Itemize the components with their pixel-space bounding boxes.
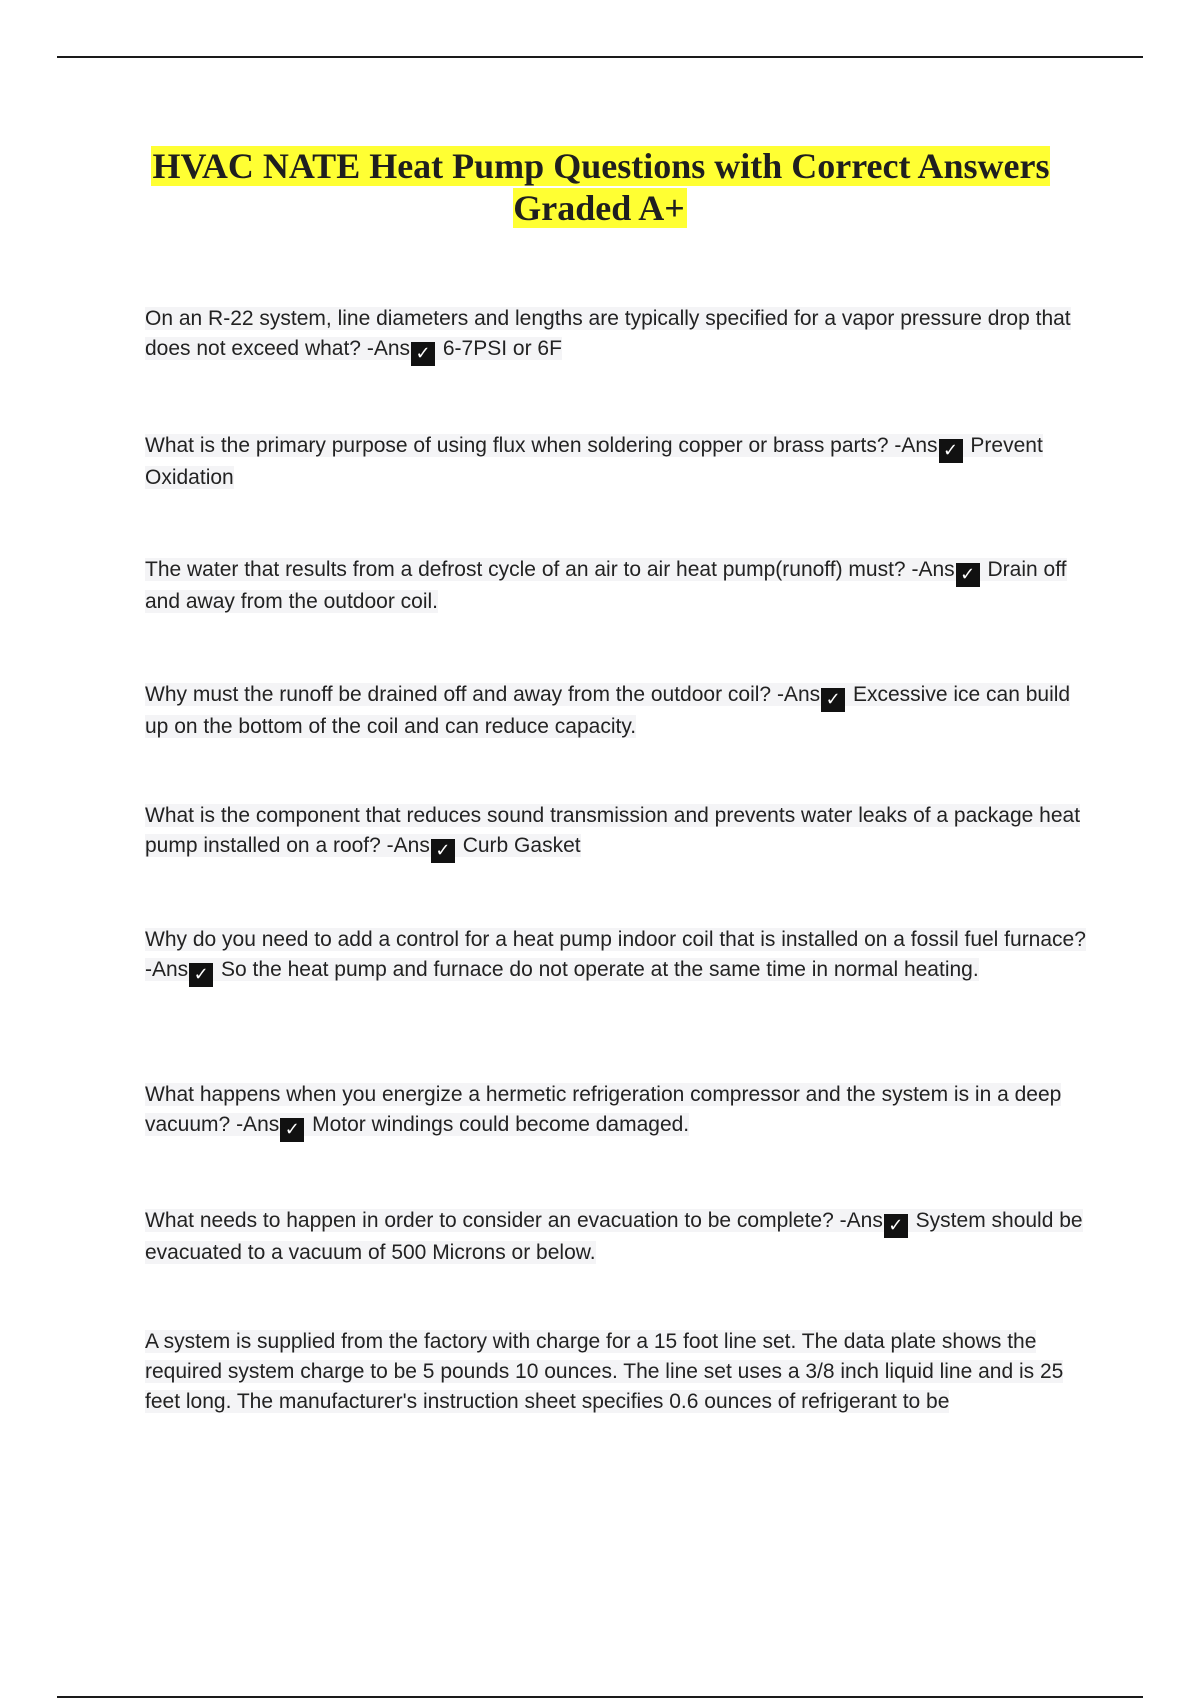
check-box-icon: ✓ <box>431 839 455 863</box>
qa-item-5 <box>145 801 1090 863</box>
answer-text: Prevent Oxidation <box>145 434 1043 489</box>
question-text: Why must the runoff be drained off and away from the outdoor coil? <box>145 683 772 706</box>
qa-item-4 <box>145 680 1090 742</box>
answer-marker: -Ans <box>894 434 938 457</box>
question-text: What needs to happen in order to consider an evacuation to be complete? <box>145 1209 834 1232</box>
check-box-icon: ✓ <box>884 1214 908 1238</box>
question-text: What is the primary purpose of using flux when soldering copper or brass parts? <box>145 434 889 457</box>
question-text: What is the component that reduces sound transmission and prevents water leaks of a package heat pump installed on a roof? <box>145 804 1081 857</box>
bottom-rule <box>57 1696 1143 1698</box>
qa-item-1 <box>145 304 1090 366</box>
question-text: On an R-22 system, line diameters and lengths are typically specified for a vapor pressure drop that does not exceed what? <box>145 307 1071 360</box>
title-highlight: HVAC NATE Heat Pump Questions with Correct Answers Graded A+ <box>152 146 1050 228</box>
answer-text: So the heat pump and furnace do not operate at the same time in normal heating. <box>221 958 979 981</box>
question-text: The water that results from a defrost cycle of an air to air heat pump(runoff) must? <box>145 558 906 581</box>
question-text: Why do you need to add a control for a heat pump indoor coil that is installed on a fossil fuel furnace? <box>145 928 1086 951</box>
answer-marker: -Ans <box>911 558 955 581</box>
check-box-icon: ✓ <box>189 963 213 987</box>
qa-item-7 <box>145 1080 1090 1142</box>
answer-text: Drain off and away from the outdoor coil. <box>145 558 1067 613</box>
answer-text: 6-7PSI or 6F <box>442 337 562 360</box>
answer-marker: -Ans <box>366 337 411 360</box>
qa-item-3 <box>145 555 1090 617</box>
answer-marker: -Ans <box>145 958 189 981</box>
qa-item-9 <box>145 1327 1090 1417</box>
answer-text: Curb Gasket <box>462 834 581 857</box>
answer-marker: -Ans <box>839 1209 883 1232</box>
answer-text: System should be evacuated to a vacuum of 500 Microns or below. <box>145 1209 1083 1264</box>
check-box-icon: ✓ <box>939 439 963 463</box>
question-text: What happens when you energize a hermetic refrigeration compressor and the system is in a deep vacuum? <box>145 1083 1062 1136</box>
qa-item-6 <box>145 925 1090 987</box>
check-box-icon: ✓ <box>411 342 435 366</box>
answer-marker: -Ans <box>236 1113 280 1136</box>
qa-item-2 <box>145 431 1090 493</box>
check-box-icon: ✓ <box>956 563 980 587</box>
trailing-question-text: A system is supplied from the factory with charge for a 15 foot line set. The data plate shows the required system charge to be 5 pounds 10 ounces. The line set uses a 3/8 inch liquid line and is 25 feet long. The manufacturer's instruction sheet specifies 0.6 ounces of refrigerant to be <box>145 1330 1064 1413</box>
answer-text: Excessive ice can build up on the bottom of the coil and can reduce capacity. <box>145 683 1071 738</box>
answer-marker: -Ans <box>386 834 430 857</box>
qa-item-8 <box>145 1206 1090 1268</box>
check-box-icon: ✓ <box>821 688 845 712</box>
answer-marker: -Ans <box>776 683 821 706</box>
answer-text: Motor windings could become damaged. <box>312 1113 690 1136</box>
check-box-icon: ✓ <box>280 1118 304 1142</box>
